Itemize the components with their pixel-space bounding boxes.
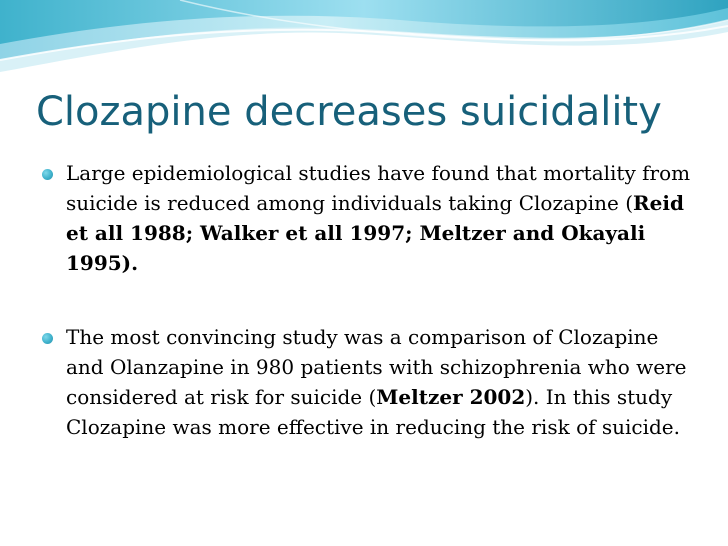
- bullet-1-citation: Reid et all 1988; Walker et all 1997; Meltzer and Okayali 1995: [66, 191, 684, 275]
- bullet-2-text-after: ). In this study Clozapine was more effective in reducing the risk of suicide.: [66, 385, 681, 439]
- bullet-item-2: [42, 322, 702, 442]
- bullet-item-1: [42, 158, 702, 278]
- bullet-dot-icon: [42, 169, 53, 180]
- header-wave-decoration: [0, 0, 728, 90]
- bullet-2-citation: Meltzer 2002: [376, 385, 526, 409]
- bullet-1-trailing: ).: [121, 251, 139, 275]
- slide-title: Clozapine decreases suicidality: [36, 89, 662, 135]
- bullet-list: [42, 158, 702, 442]
- bullet-dot-icon: [42, 333, 53, 344]
- bullet-1-text: Large epidemiological studies have found that mortality from suicide is reduced among individuals taking Clozapine (: [66, 161, 691, 215]
- bullet-2-text-before: The most convincing study was a comparison of Clozapine and Olanzapine in 980 patients with schizophrenia who were considered at risk for suicide (: [66, 325, 687, 409]
